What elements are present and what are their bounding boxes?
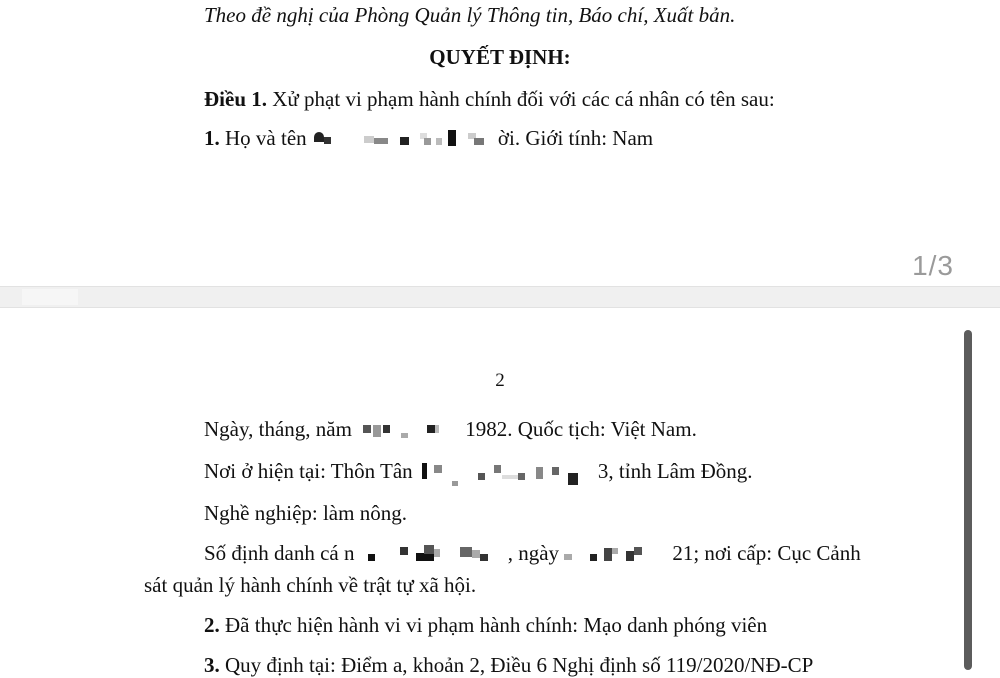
item-1-paragraph bbox=[204, 125, 653, 151]
address-suffix: 3, tỉnh Lâm Đồng. bbox=[597, 459, 753, 483]
id-prefix: Số định danh cá n bbox=[204, 541, 355, 565]
document-page-2 bbox=[0, 308, 1000, 677]
id-number-line bbox=[204, 540, 861, 566]
article-1-text: Xử phạt vi phạm hành chính đối với các cá nhân có tên sau: bbox=[267, 87, 775, 111]
separator-notch bbox=[22, 289, 78, 305]
redacted-dob bbox=[357, 421, 465, 441]
article-1-paragraph bbox=[204, 86, 775, 112]
item-3-paragraph bbox=[204, 652, 813, 678]
id-number-line-2: sát quản lý hành chính về trật tự xã hội. bbox=[144, 573, 477, 597]
intro-paragraph: Theo đề nghị của Phòng Quản lý Thông tin, Báo chí, Xuất bản. bbox=[204, 3, 736, 27]
id-suffix: 21; nơi cấp: Cục Cảnh bbox=[672, 541, 861, 565]
page-number: 2 bbox=[495, 370, 505, 391]
item-1-prefix: Họ và tên bbox=[219, 126, 307, 150]
page-indicator: 1/3 bbox=[912, 250, 954, 281]
item-3-text: Quy định tại: Điểm a, khoản 2, Điều 6 Nghị định số 119/2020/NĐ-CP bbox=[219, 653, 814, 677]
dob-prefix: Ngày, tháng, năm bbox=[204, 417, 352, 441]
address-prefix: Nơi ở hiện tại: Thôn Tân bbox=[204, 459, 413, 483]
dob-suffix: 1982. Quốc tịch: Việt Nam. bbox=[465, 417, 697, 441]
redacted-id-date bbox=[564, 545, 672, 565]
occupation-line: Nghề nghiệp: làm nông. bbox=[204, 501, 407, 525]
address-line bbox=[204, 458, 753, 484]
item-2-text: Đã thực hiện hành vi vi phạm hành chính: Mạo danh phóng viên bbox=[219, 613, 768, 637]
item-1-suffix: ời. Giới tính: Nam bbox=[497, 126, 654, 150]
item-1-label: 1. bbox=[204, 126, 220, 150]
item-3-label: 3. bbox=[204, 653, 220, 677]
vertical-scrollbar[interactable] bbox=[964, 330, 972, 670]
redacted-id-number bbox=[360, 545, 518, 565]
item-2-label: 2. bbox=[204, 613, 220, 637]
redacted-address bbox=[418, 463, 598, 483]
article-1-label: Điều 1. bbox=[204, 87, 267, 111]
document-page-1 bbox=[0, 0, 1000, 286]
decision-heading: QUYẾT ĐỊNH: bbox=[429, 45, 571, 69]
dob-line bbox=[204, 416, 697, 442]
redacted-name bbox=[312, 130, 502, 150]
id-mid: , ngày bbox=[507, 541, 560, 565]
item-2-paragraph bbox=[204, 612, 767, 638]
page-separator bbox=[0, 286, 1000, 308]
